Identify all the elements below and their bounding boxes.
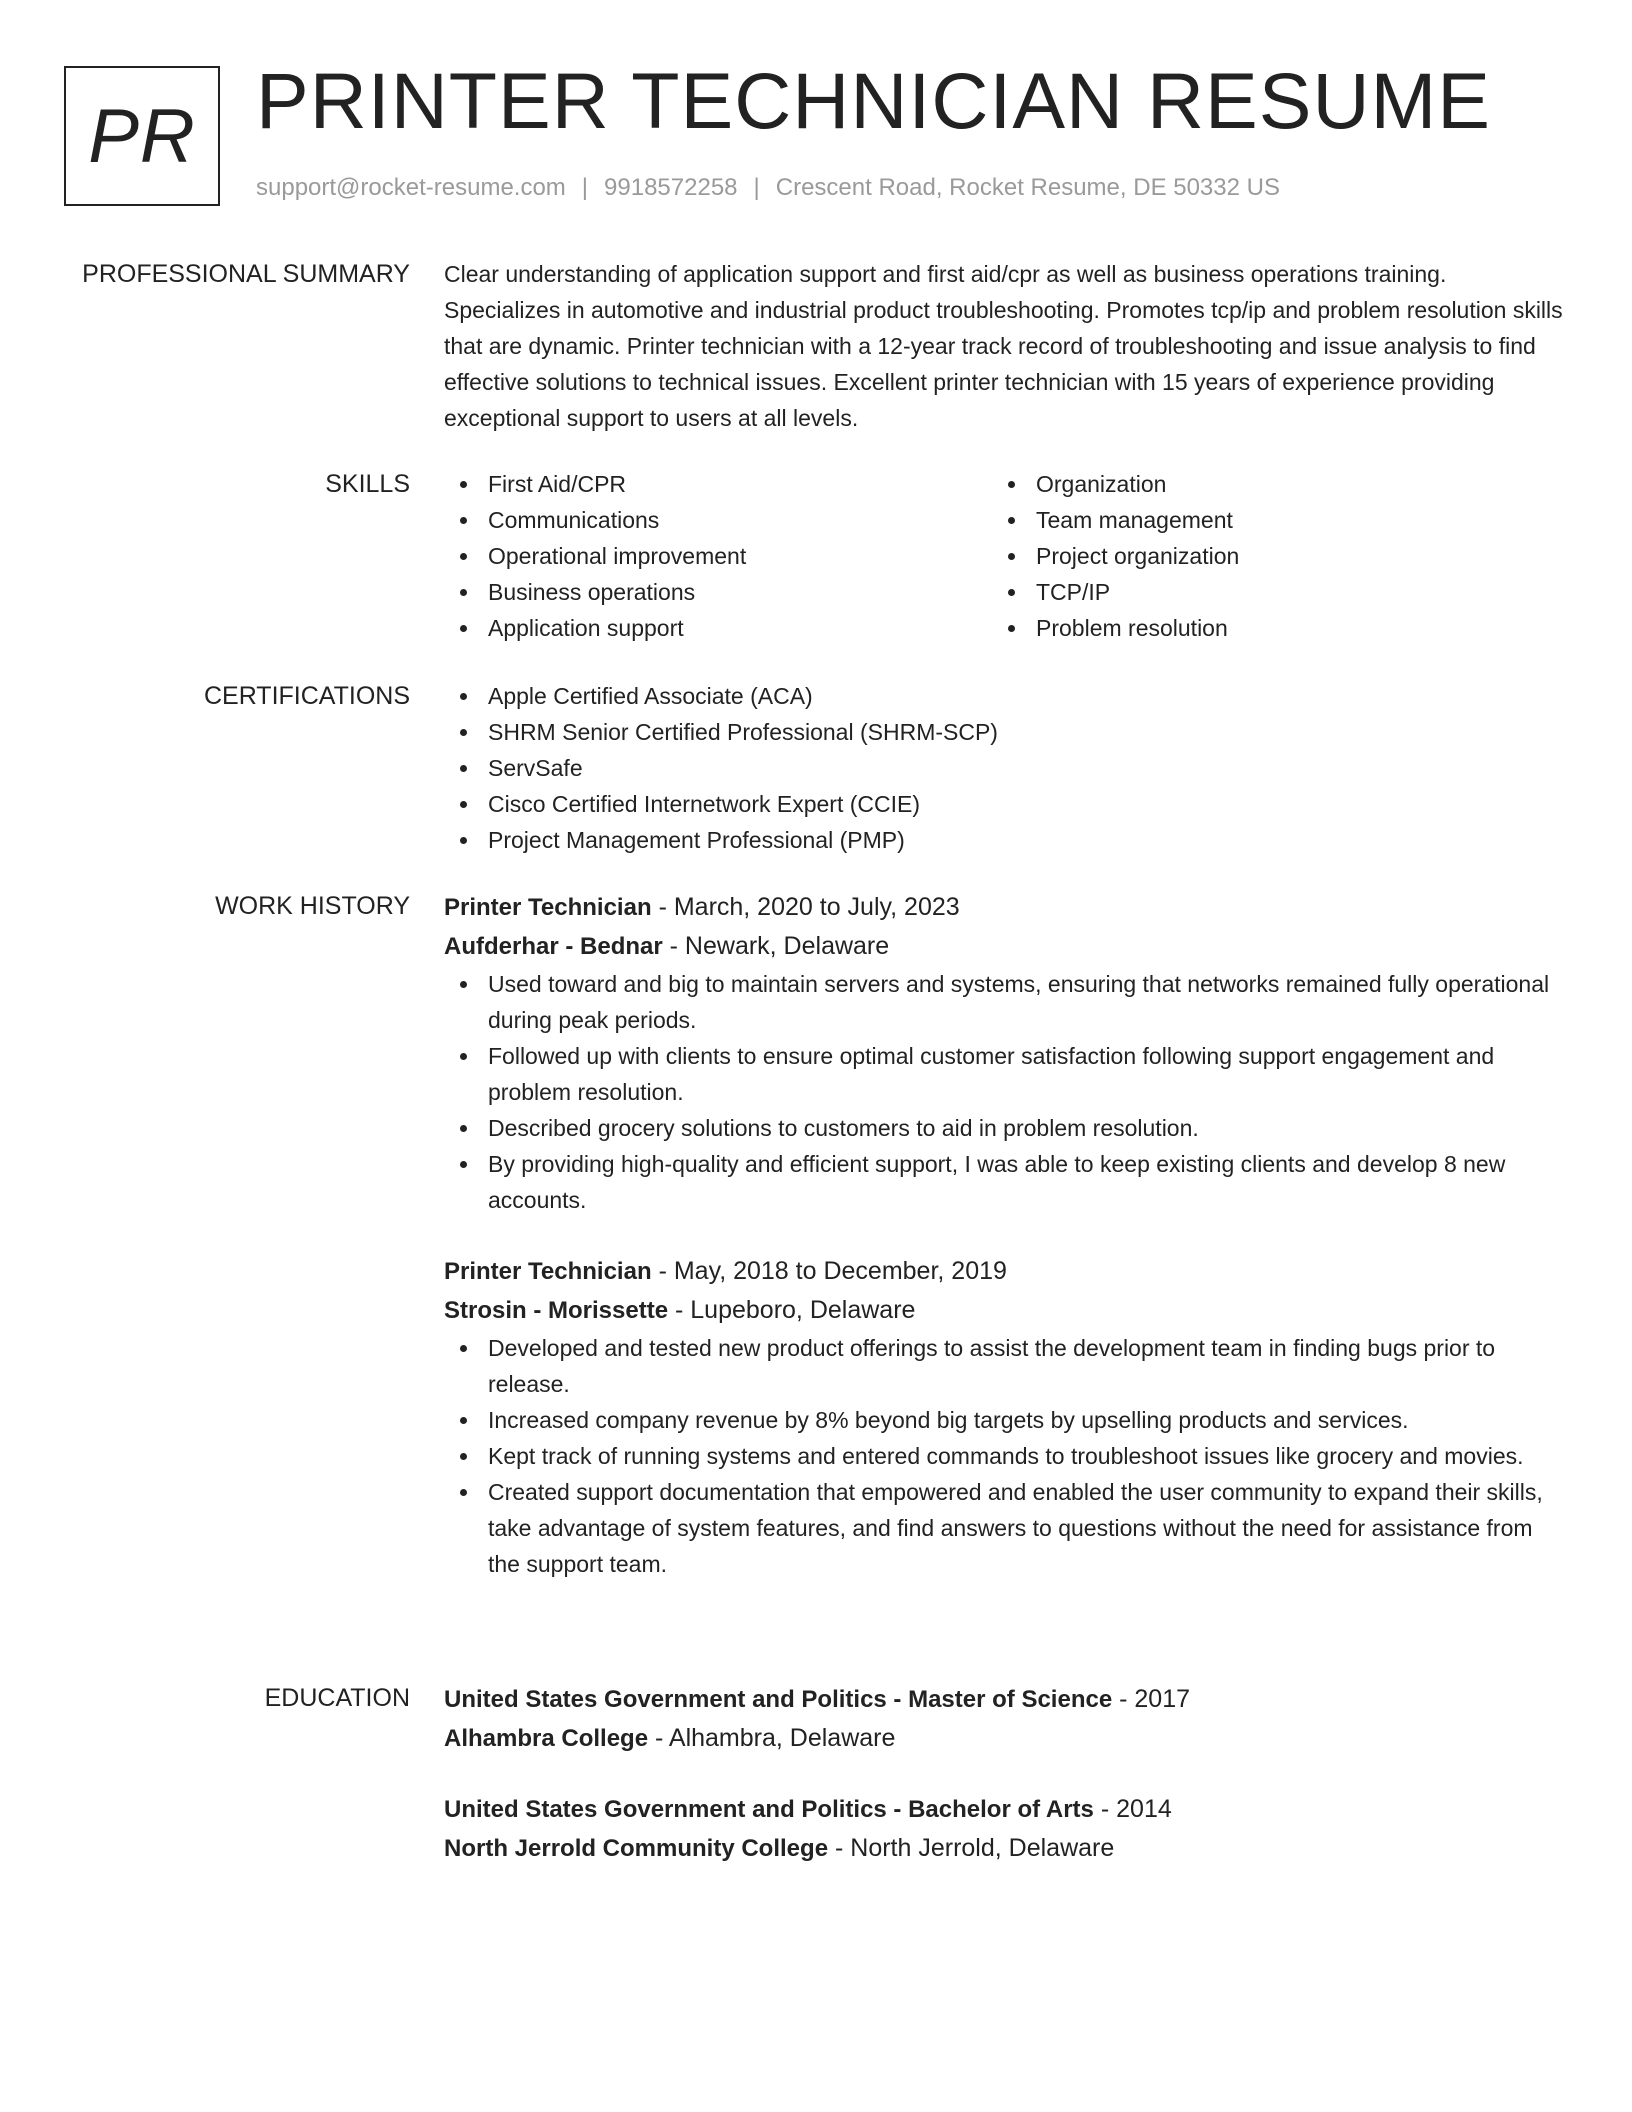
bullet-icon <box>460 1453 467 1460</box>
list-item: SHRM Senior Certified Professional (SHRM-SCP) <box>444 714 1564 750</box>
certifications-list <box>444 678 1564 858</box>
job-dates: - May, 2018 to December, 2019 <box>658 1257 1007 1285</box>
bullet-icon <box>460 801 467 808</box>
job-company: Strosin - Morissette <box>444 1297 669 1324</box>
job-location: - Newark, Delaware <box>669 932 890 960</box>
contact-address: Crescent Road, Rocket Resume, DE 50332 US <box>775 174 1280 201</box>
list-item: ServSafe <box>444 750 1564 786</box>
education-entry <box>444 1680 1564 1758</box>
list-item: Project Management Professional (PMP) <box>444 822 1564 858</box>
list-item: TCP/IP <box>992 574 1540 610</box>
contact-line <box>256 174 1280 202</box>
education-degree: United States Government and Politics - Master of Science <box>444 1686 1113 1713</box>
job-bullets <box>444 1330 1564 1582</box>
contact-separator: | <box>581 174 589 201</box>
education-location: - Alhambra, Delaware <box>655 1724 896 1752</box>
bullet-icon <box>1008 481 1015 488</box>
list-item: Cisco Certified Internetwork Expert (CCIE) <box>444 786 1564 822</box>
bullet-icon <box>460 517 467 524</box>
bullet-icon <box>460 1125 467 1132</box>
education-degree-line <box>444 1680 1564 1719</box>
list-item: By providing high-quality and efficient support, I was able to keep existing clients and develop 8 new accounts. <box>444 1146 1564 1218</box>
list-item: Organization <box>992 466 1540 502</box>
education-location: - North Jerrold, Delaware <box>835 1834 1115 1862</box>
job-title-line <box>444 1252 1564 1291</box>
education-entry <box>444 1790 1564 1868</box>
job-title-line <box>444 888 1564 927</box>
section-heading-certifications: CERTIFICATIONS <box>203 682 410 710</box>
bullet-icon <box>460 765 467 772</box>
bullet-icon <box>1008 517 1015 524</box>
list-item: Apple Certified Associate (ACA) <box>444 678 1564 714</box>
section-heading-skills: SKILLS <box>325 470 410 498</box>
list-item: First Aid/CPR <box>444 466 992 502</box>
bullet-icon <box>460 729 467 736</box>
job-company-line <box>444 927 1564 966</box>
skills-list-left <box>444 466 992 646</box>
contact-email[interactable]: support@rocket-resume.com <box>256 174 566 201</box>
bullet-icon <box>460 693 467 700</box>
bullet-icon <box>460 1161 467 1168</box>
list-item: Team management <box>992 502 1540 538</box>
bullet-icon <box>460 981 467 988</box>
education-school-line <box>444 1719 1564 1758</box>
list-item: Business operations <box>444 574 992 610</box>
bullet-icon <box>460 837 467 844</box>
list-item: Operational improvement <box>444 538 992 574</box>
page-title: PRINTER TECHNICIAN RESUME <box>256 56 1491 145</box>
job-company: Aufderhar - Bednar <box>444 933 663 960</box>
list-item: Used toward and big to maintain servers and systems, ensuring that networks remained fully operational during peak periods. <box>444 966 1564 1038</box>
bullet-icon <box>1008 625 1015 632</box>
job-location: - Lupeboro, Delaware <box>675 1296 916 1324</box>
list-item: Project organization <box>992 538 1540 574</box>
job-dates: - March, 2020 to July, 2023 <box>658 893 960 921</box>
bullet-icon <box>460 1053 467 1060</box>
education-school-line <box>444 1829 1564 1868</box>
bullet-icon <box>1008 589 1015 596</box>
skills-list-right <box>992 466 1540 646</box>
education-year: - 2017 <box>1119 1685 1191 1713</box>
list-item: Communications <box>444 502 992 538</box>
job-title: Printer Technician <box>444 1258 652 1285</box>
list-item: Kept track of running systems and entered commands to troubleshoot issues like grocery and movies. <box>444 1438 1564 1474</box>
bullet-icon <box>460 1417 467 1424</box>
section-heading-summary: PROFESSIONAL SUMMARY <box>82 260 410 288</box>
monogram-logo: PR <box>64 66 220 206</box>
education-degree: United States Government and Politics - Bachelor of Arts <box>444 1796 1094 1823</box>
job-bullets <box>444 966 1564 1218</box>
bullet-icon <box>460 589 467 596</box>
list-item: Created support documentation that empowered and enabled the user community to expand their skills, take advantage of system features, and find answers to questions without the need for assistance from the support team. <box>444 1474 1564 1582</box>
job-entry <box>444 888 1564 1218</box>
job-company-line <box>444 1291 1564 1330</box>
bullet-icon <box>460 625 467 632</box>
education-degree-line <box>444 1790 1564 1829</box>
section-heading-work-history: WORK HISTORY <box>215 892 410 920</box>
list-item: Increased company revenue by 8% beyond big targets by upselling products and services. <box>444 1402 1564 1438</box>
job-title: Printer Technician <box>444 894 652 921</box>
contact-phone[interactable]: 9918572258 <box>604 174 738 201</box>
list-item: Developed and tested new product offerings to assist the development team in finding bugs prior to release. <box>444 1330 1564 1402</box>
education-school: North Jerrold Community College <box>444 1835 829 1862</box>
bullet-icon <box>460 481 467 488</box>
summary-text: Clear understanding of application support and first aid/cpr as well as business operations training. Specializes in automotive and industrial product troubleshooting. Promotes tcp/ip and problem resolution skills that are dynamic. Printer technician with a 12-year track record of troubleshooting and issue analysis to find effective solutions to technical issues. Excellent printer technician with 15 years of experience providing exceptional support to users at all levels. <box>444 261 1563 431</box>
list-item: Problem resolution <box>992 610 1540 646</box>
job-entry <box>444 1252 1564 1582</box>
section-heading-education: EDUCATION <box>264 1684 410 1712</box>
education-school: Alhambra College <box>444 1725 649 1752</box>
bullet-icon <box>460 1489 467 1496</box>
list-item: Application support <box>444 610 992 646</box>
education-year: - 2014 <box>1100 1795 1172 1823</box>
contact-separator: | <box>753 174 760 201</box>
list-item: Described grocery solutions to customers to aid in problem resolution. <box>444 1110 1564 1146</box>
list-item: Followed up with clients to ensure optimal customer satisfaction following support engagement and problem resolution. <box>444 1038 1564 1110</box>
bullet-icon <box>460 1345 467 1352</box>
bullet-icon <box>1008 553 1015 560</box>
bullet-icon <box>460 553 467 560</box>
